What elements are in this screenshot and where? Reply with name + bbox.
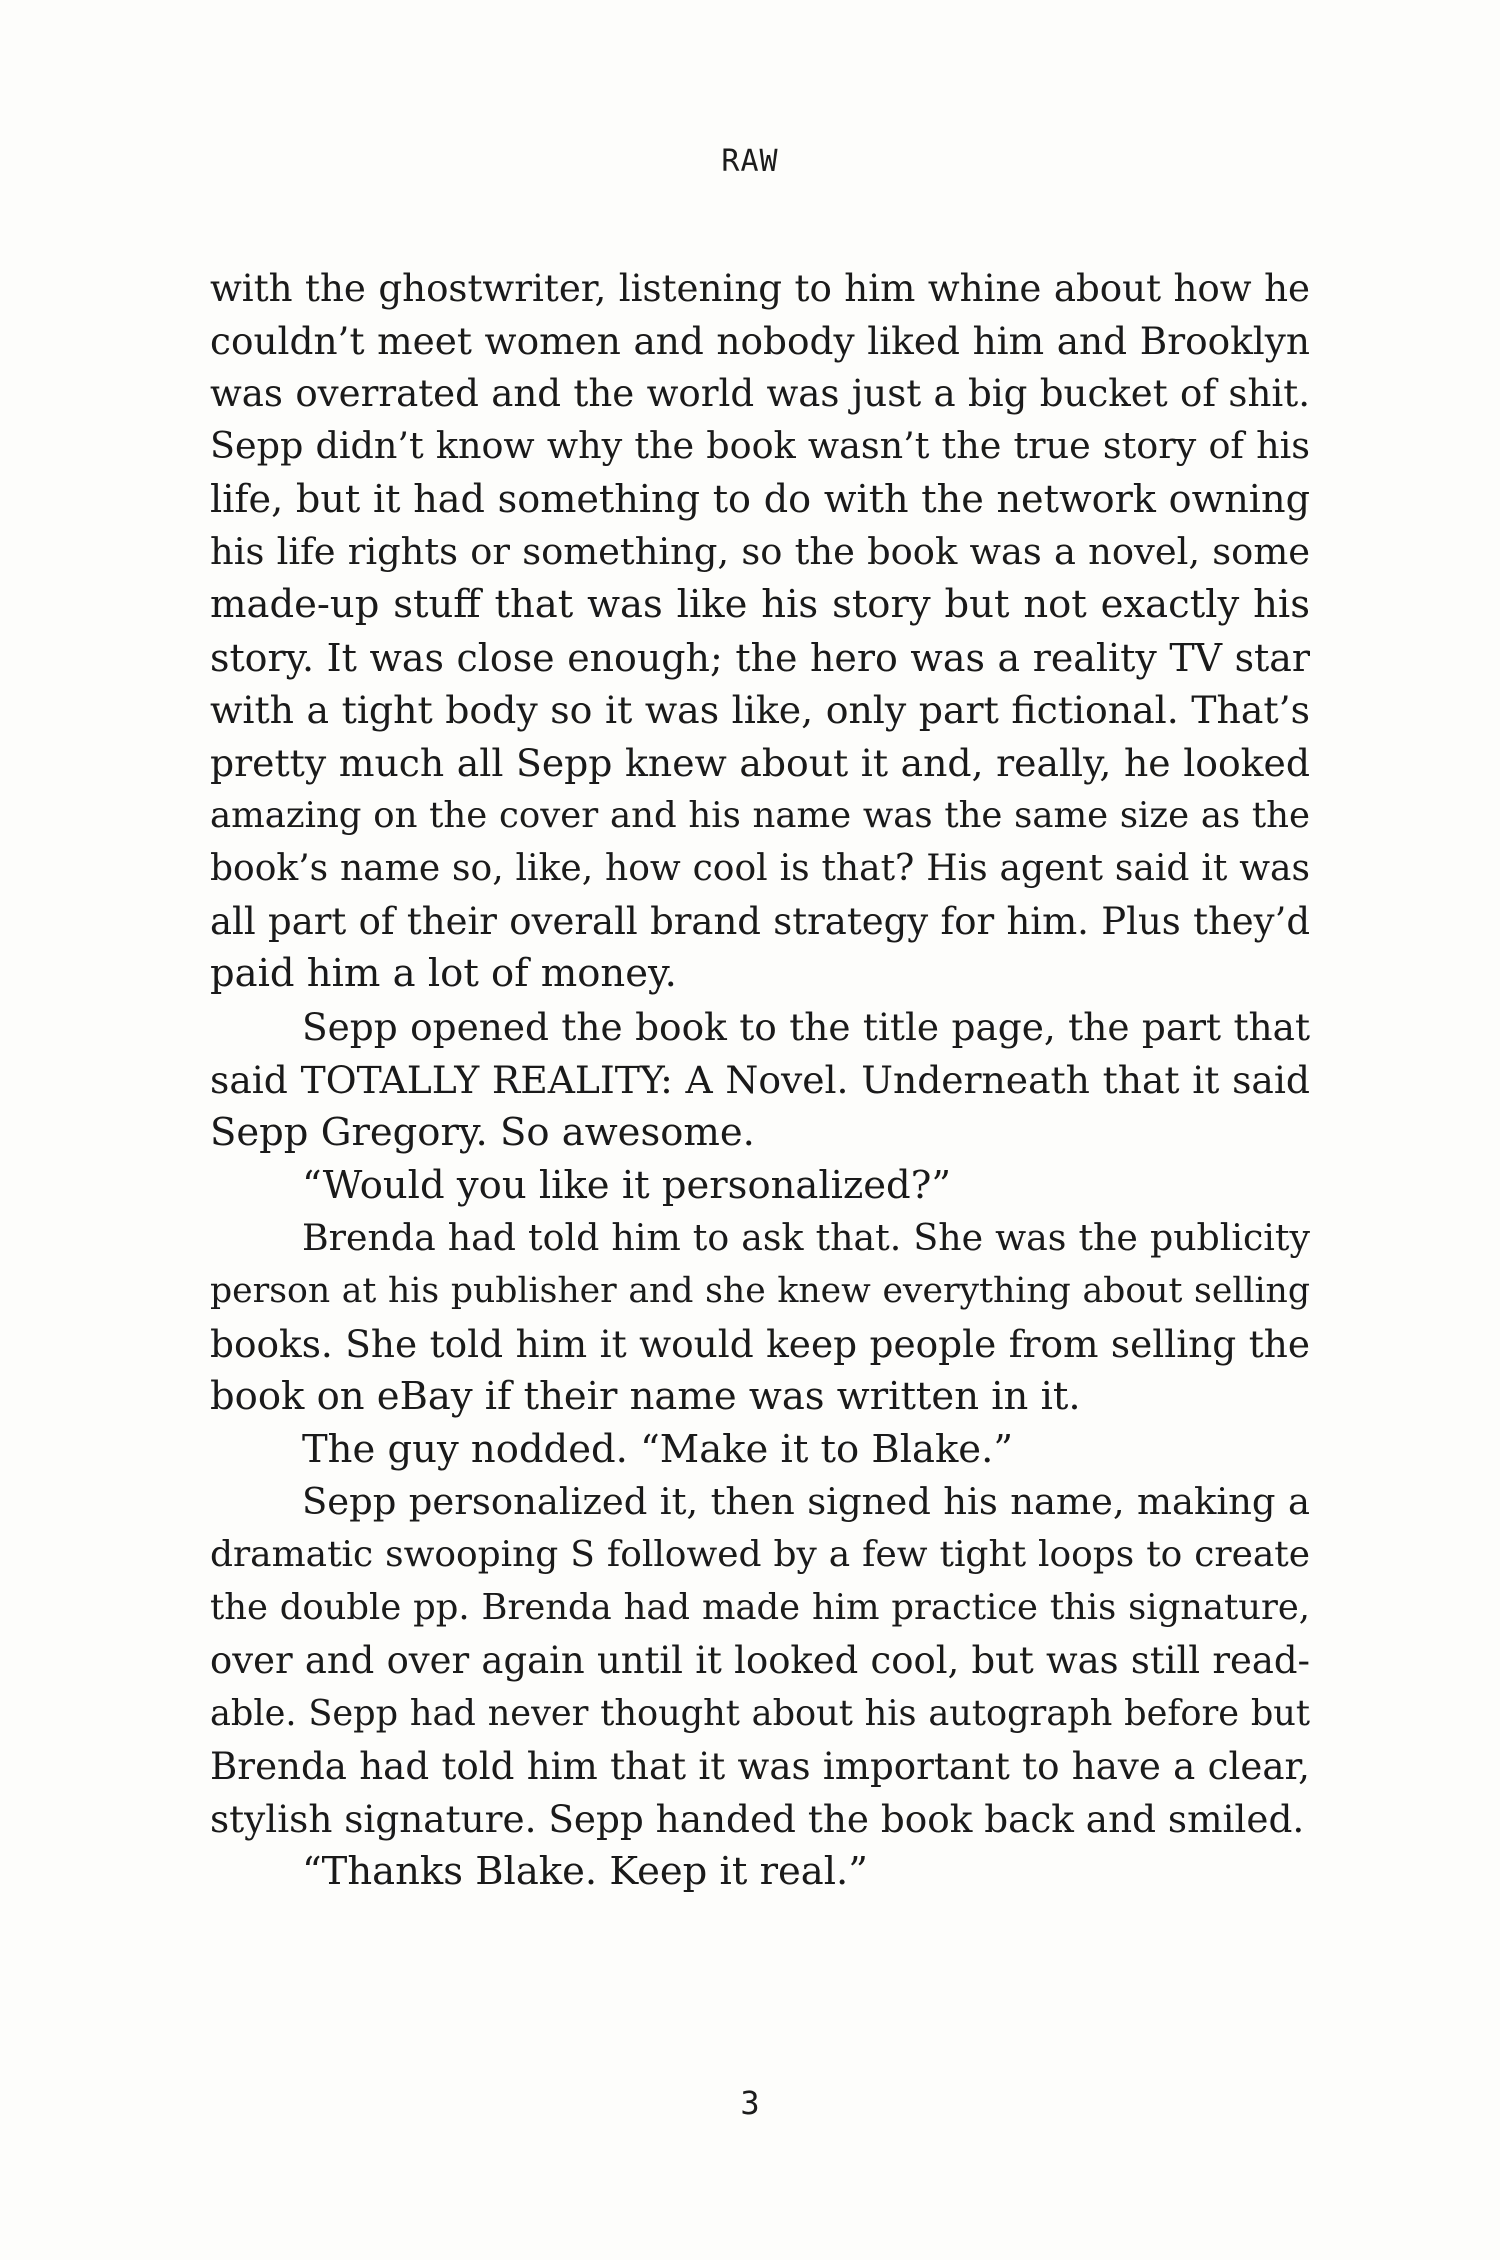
text-line: Sepp opened the book to the title page, the part that [302,1005,1310,1050]
text-line: story. It was close enough; the hero was a reality TV star [210,635,1310,680]
text-line: dramatic swooping S followed by a few tight loops to create [210,1534,1310,1576]
text-line: Sepp Gregory. So awesome. [210,1109,755,1155]
text-line: Brenda had told him to ask that. She was the publicity [302,1216,1310,1260]
text-line: Sepp personalized it, then signed his name, making a [302,1480,1310,1524]
text-line: Brenda had told him that it was important to have a clear, [210,1744,1310,1789]
text-line: “Thanks Blake. Keep it real.” [302,1848,868,1894]
text-line: said TOTALLY REALITY: A Novel. Underneath that it said [210,1057,1310,1102]
text-line: pretty much all Sepp knew about it and, really, he looked [210,741,1310,786]
text-line: book’s name so, like, how cool is that? His agent said it was [210,847,1310,889]
text-line: person at his publisher and she knew everything about selling [210,1271,1310,1312]
text-line: paid him a lot of money. [210,951,677,997]
text-line: book on eBay if their name was written in it. [210,1373,1081,1419]
text-line: the double pp. Brenda had made him practice this signature, [210,1586,1310,1628]
text-line: The guy nodded. “Make it to Blake.” [302,1426,1014,1472]
body-text [210,262,1310,1899]
text-line: amazing on the cover and his name was the same size as the [210,794,1310,836]
text-line: books. She told him it would keep people from selling the [210,1321,1310,1366]
text-line: with the ghostwriter, listening to him whine about how he [210,266,1310,310]
running-head: RAW [721,144,779,179]
text-line: couldn’t meet women and nobody liked him and Brooklyn [210,318,1310,363]
text-line: stylish signature. Sepp handed the book back and smiled. [210,1797,1305,1842]
text-line: made-up stuff that was like his story but not exactly his [210,581,1310,627]
text-line: Sepp didn’t know why the book wasn’t the true story of his [210,424,1310,468]
text-line: able. Sepp had never thought about his autograph before but [210,1692,1310,1734]
text-line: his life rights or something, so the book was a novel, some [210,529,1310,573]
page-number: 3 [740,2084,760,2122]
text-line: with a tight body so it was like, only part fictional. That’s [210,688,1310,733]
text-line: life, but it had something to do with the network owning [210,477,1310,522]
text-line: was overrated and the world was just a big bucket of shit. [210,371,1310,415]
text-line: over and over again until it looked cool, but was still read- [210,1638,1310,1682]
text-line: “Would you like it personalized?” [302,1162,952,1208]
text-line: all part of their overall brand strategy for him. Plus they’d [210,899,1310,943]
